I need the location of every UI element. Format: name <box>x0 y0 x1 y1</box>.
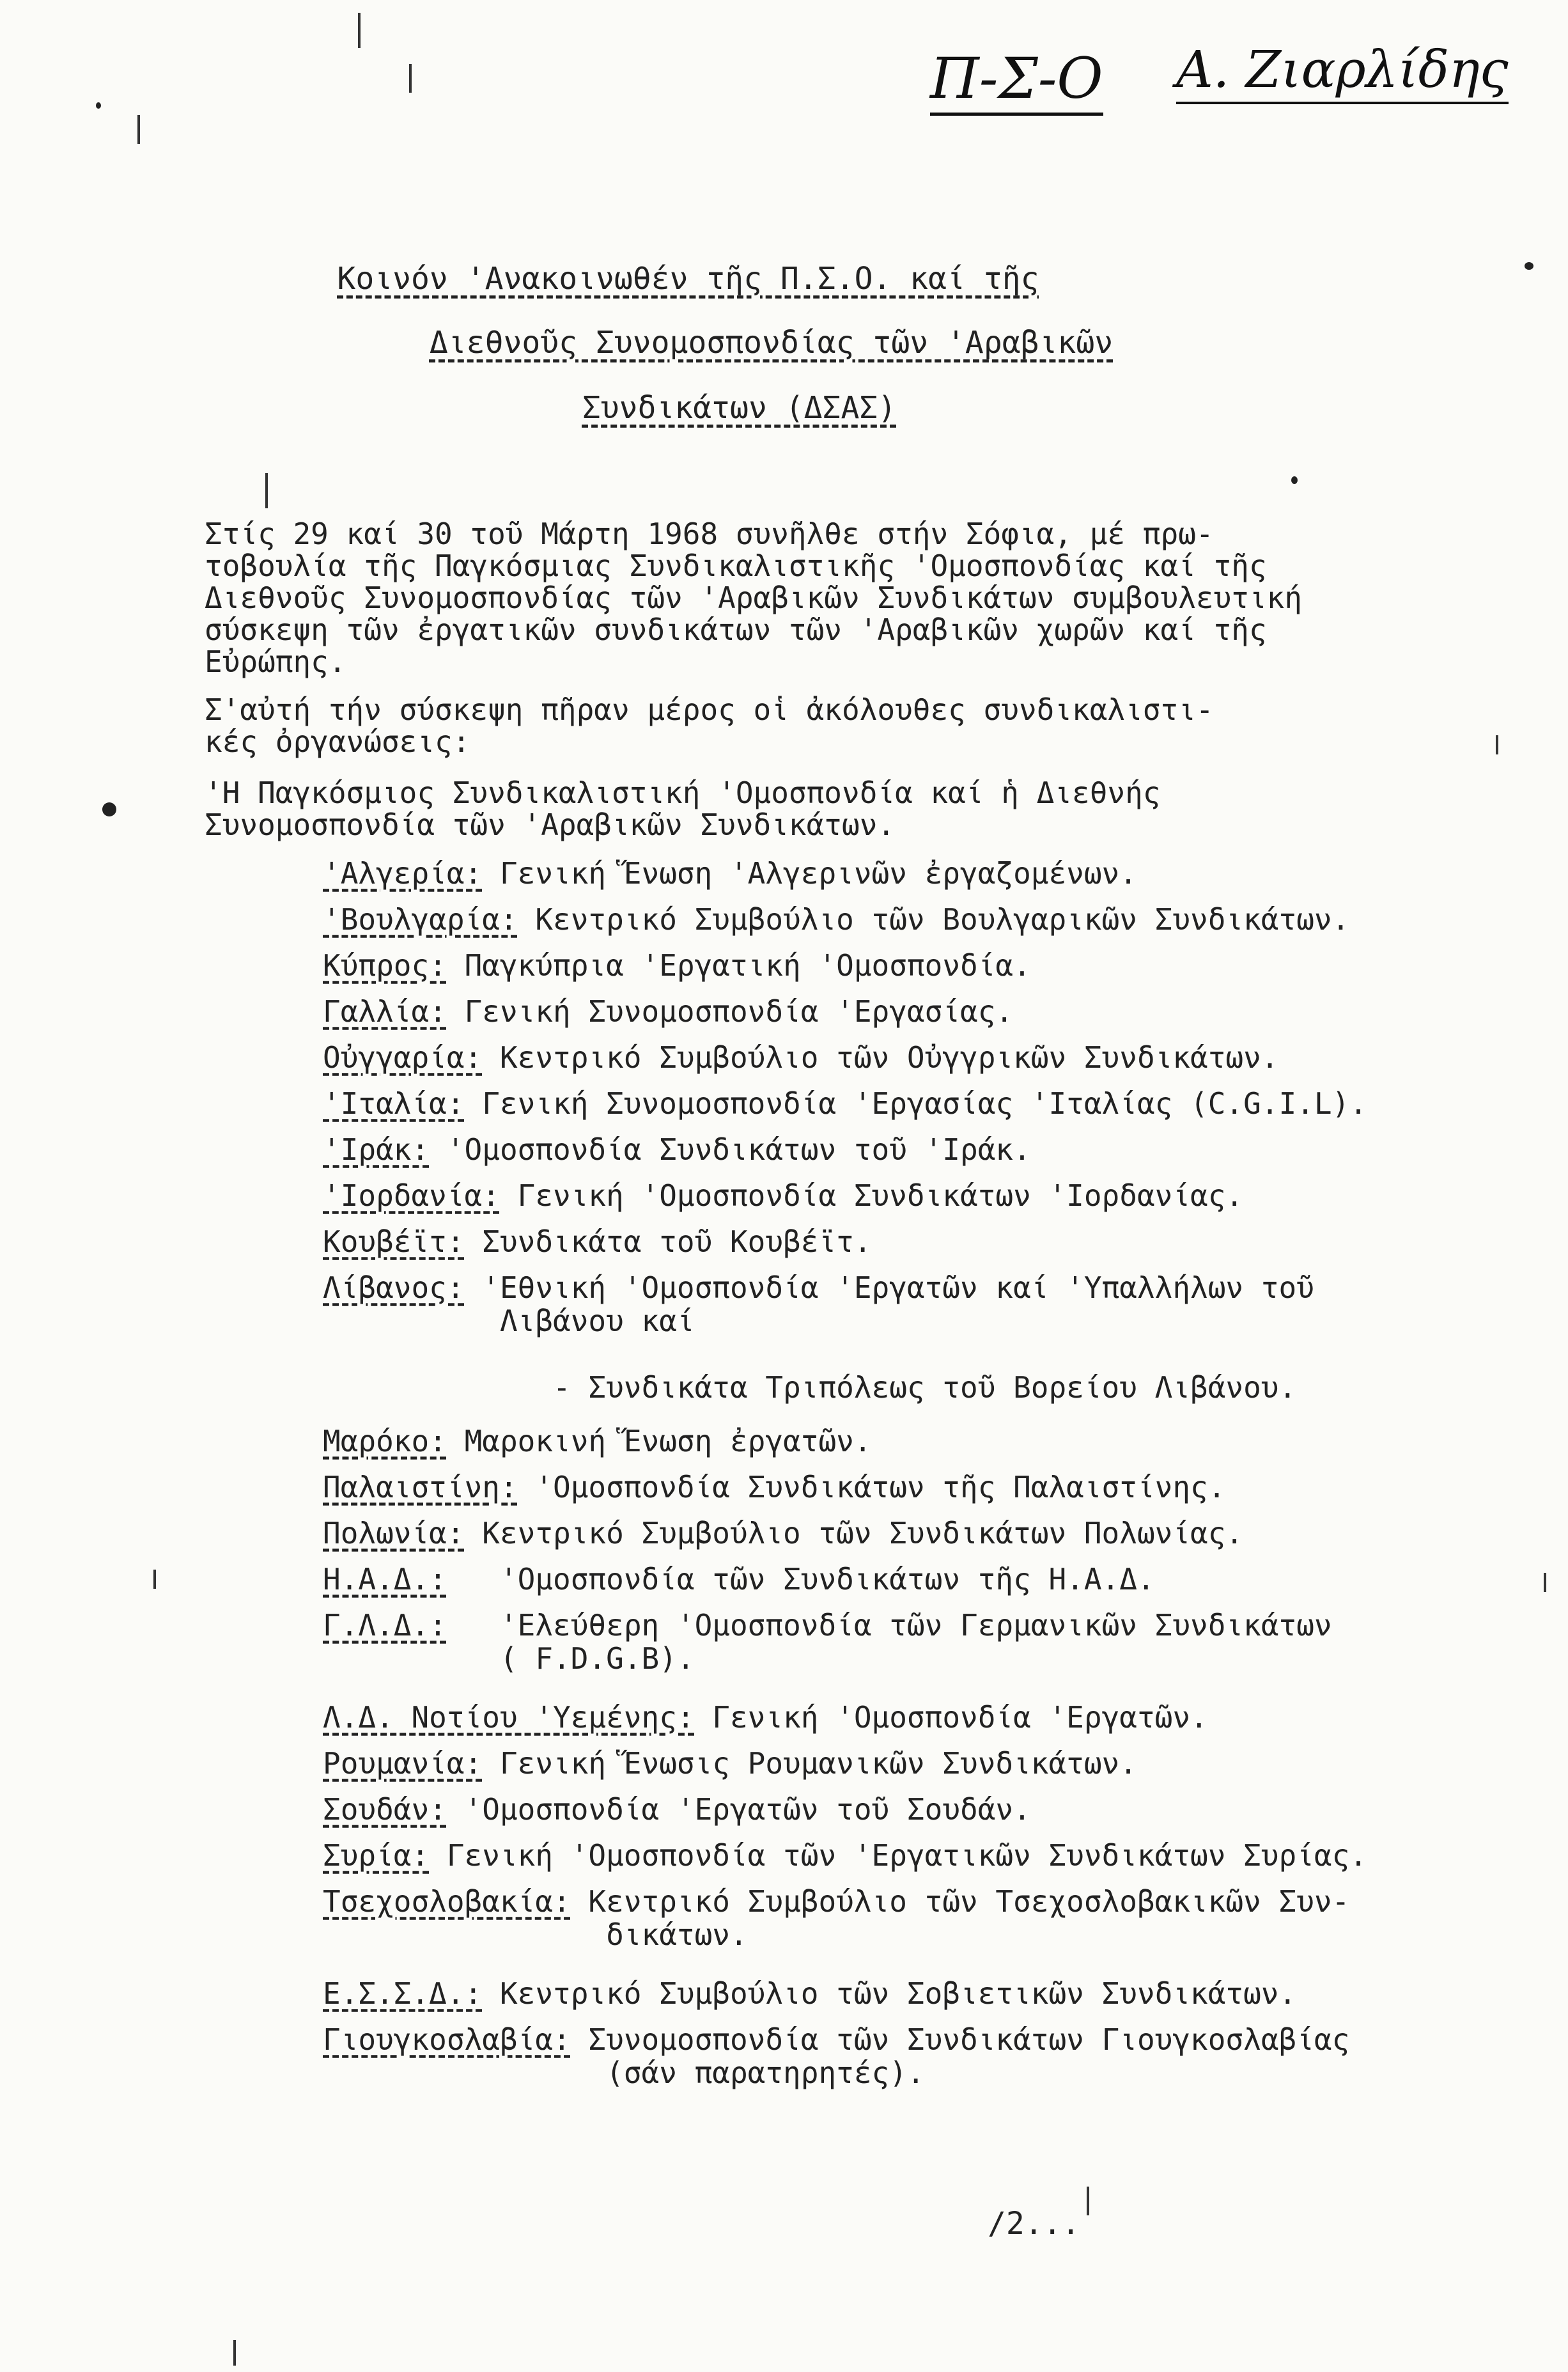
organization-entry <box>323 995 1013 1028</box>
organization-entry <box>323 1179 1243 1212</box>
organization-entry <box>323 903 1349 936</box>
scan-mark <box>137 115 140 144</box>
body-paragraph-1: Στίς 29 καί 30 τοῦ Μάρτη 1968 συνῆλθε στήν Σόφια, μέ πρω- τοβουλία τῆς Παγκόσμιας Συνδικαλιστικῆς 'Ομοσπονδίας καί τῆς Διεθνοῦς Συνομοσπονδίας τῶν 'Αραβικῶν Συνδικάτων συμβουλευτική σύσκεψη τῶν ἐργατικῶν συνδικάτων τῶν 'Αραβικῶν χωρῶν καί τῆς Εὐρώπης. <box>205 517 1303 679</box>
organization-country: Γ.Λ.Δ.: <box>323 1608 447 1642</box>
scan-speck <box>96 102 101 109</box>
title-line-1: Κοινόν 'Ανακοινωθέν τῆς Π.Σ.Ο. καί τῆς <box>337 261 1039 297</box>
organization-entry <box>323 1087 1367 1120</box>
scan-mark <box>358 13 361 48</box>
organization-country: Μαρόκο: <box>323 1424 447 1458</box>
organization-name: Γενική Συνομοσπονδία 'Εργασίας 'Ιταλίας (C.G.I.L). <box>464 1086 1367 1121</box>
organization-country: Συρία: <box>323 1838 430 1873</box>
organization-name: 'Ομοσπονδία Συνδικάτων τῆς Παλαιστίνης. <box>517 1470 1226 1504</box>
organization-entry <box>323 2023 1349 2089</box>
organization-name: Γενική 'Ομοσπονδία 'Εργατῶν. <box>694 1700 1208 1735</box>
title-line-2: Διεθνοῦς Συνομοσπονδίας τῶν 'Αραβικῶν <box>429 325 1114 361</box>
organization-entry <box>323 1701 1208 1734</box>
organization-country: 'Ιταλία: <box>323 1086 465 1121</box>
organization-entry <box>323 1885 1349 1951</box>
organization-name: 'Ομοσπονδία 'Εργατῶν τοῦ Σουδάν. <box>446 1792 1031 1827</box>
title-line-3: Συνδικάτων (ΔΣΑΣ) <box>582 390 897 426</box>
handwritten-code: Π-Σ-Ο <box>930 48 1103 116</box>
organization-entry <box>323 857 1137 890</box>
organization-country: Γαλλία: <box>323 994 447 1029</box>
organization-name: Κεντρικό Συμβούλιο τῶν Συνδικάτων Πολωνίας. <box>464 1516 1244 1550</box>
organization-name: 'Ομοσπονδία τῶν Συνδικάτων τῆς Η.Α.Δ. <box>446 1562 1155 1596</box>
organization-name: Κεντρικό Συμβούλιο τῶν Βουλγαρικῶν Συνδικάτων. <box>517 902 1350 937</box>
scan-speck <box>102 802 116 816</box>
organization-name: Συνομοσπονδία τῶν Συνδικάτων Γιουγκοσλαβίας <box>570 2022 1350 2057</box>
organization-entry <box>323 1793 1031 1826</box>
organization-country: Γιουγκοσλαβία: <box>323 2022 571 2057</box>
organization-name: Γενική Ἕνωση 'Αλγερινῶν ἐργαζομένων. <box>482 856 1137 891</box>
scan-mark <box>265 473 268 508</box>
scan-speck <box>1525 262 1533 270</box>
organization-country: 'Ιράκ: <box>323 1132 430 1167</box>
organization-name: Γενική 'Ομοσπονδία Συνδικάτων 'Ιορδανίας. <box>499 1178 1244 1213</box>
organization-entry <box>323 1271 1314 1404</box>
organization-name-continued: δικάτων. <box>323 1917 748 1952</box>
page-continuation: /2... <box>988 2206 1080 2242</box>
organization-country: Παλαιστίνη: <box>323 1470 518 1504</box>
organization-entry <box>323 949 1031 982</box>
organization-name-continued: ( F.D.G.B). <box>323 1641 695 1676</box>
organization-country: Οὐγγαρία: <box>323 1040 483 1075</box>
organization-country: Κουβέϊτ: <box>323 1224 465 1259</box>
organization-name: Γενική Συνομοσπονδία 'Εργασίας. <box>446 994 1014 1029</box>
organization-country: Σουδάν: <box>323 1792 447 1827</box>
organization-name: 'Ελεύθερη 'Ομοσπονδία τῶν Γερμανικῶν Συνδικάτων <box>446 1608 1332 1642</box>
scan-mark <box>153 1570 156 1589</box>
organization-country: 'Ιορδανία: <box>323 1178 500 1213</box>
body-paragraph-2: Σ'αὐτή τήν σύσκεψη πῆραν μέρος οἱ ἀκόλουθες συνδικαλιστι- κές ὀργανώσεις: <box>205 692 1214 759</box>
organization-country: Ρουμανία: <box>323 1746 483 1781</box>
organization-name: Παγκύπρια 'Εργατική 'Ομοσπονδία. <box>446 948 1031 983</box>
organization-entry <box>323 1041 1279 1074</box>
scan-mark <box>1496 735 1498 754</box>
organization-entry <box>323 1747 1137 1780</box>
organization-name: Γενική 'Ομοσπονδία τῶν 'Εργατικῶν Συνδικάτων Συρίας. <box>429 1838 1367 1873</box>
organization-entry <box>323 1563 1155 1596</box>
organization-country: Τσεχοσλοβακία: <box>323 1884 571 1919</box>
scan-speck <box>1291 476 1298 484</box>
organization-name: Κεντρικό Συμβούλιο τῶν Τσεχοσλοβακικῶν Συν- <box>570 1884 1350 1919</box>
organization-name-continued: (σάν παρατηρητές). <box>323 2056 925 2090</box>
organization-country: Η.Α.Δ.: <box>323 1562 447 1596</box>
organization-entry <box>323 1839 1367 1872</box>
organization-country: Πολωνία: <box>323 1516 465 1550</box>
organization-country: Λίβανος: <box>323 1270 465 1305</box>
organization-name: Κεντρικό Συμβούλιο τῶν Οὐγγρικῶν Συνδικάτων. <box>482 1040 1279 1075</box>
organization-country: Λ.Δ. Νοτίου 'Υεμένης: <box>323 1700 695 1735</box>
organization-entry <box>323 1977 1296 2010</box>
organization-name: Συνδικάτα τοῦ Κουβέϊτ. <box>464 1224 872 1259</box>
organization-entry <box>323 1225 872 1258</box>
organization-entry <box>323 1609 1332 1675</box>
organization-entry <box>323 1133 1031 1166</box>
organization-name: 'Εθνική 'Ομοσπονδία 'Εργατῶν καί 'Υπαλλήλων τοῦ <box>464 1270 1314 1305</box>
scan-mark <box>409 64 412 93</box>
scan-mark <box>1544 1573 1546 1592</box>
organization-country: 'Αλγερία: <box>323 856 483 891</box>
organization-name: Κεντρικό Συμβούλιο τῶν Σοβιετικῶν Συνδικάτων. <box>482 1976 1297 2011</box>
organization-entry <box>323 1424 872 1458</box>
organization-name-continued: Λιβάνου καί - Συνδικάτα Τριπόλεως τοῦ Βορείου Λιβάνου. <box>499 1304 1297 1405</box>
organization-country: Κύπρος: <box>323 948 447 983</box>
scan-mark <box>233 2340 236 2366</box>
organization-country: 'Βουλγαρία: <box>323 902 518 937</box>
organization-name: Μαροκινή Ἕνωση ἐργατῶν. <box>446 1424 872 1458</box>
organization-name: Γενική Ἕνωσις Ρουμανικῶν Συνδικάτων. <box>482 1746 1137 1781</box>
scan-mark <box>1087 2187 1089 2215</box>
organization-country: Ε.Σ.Σ.Δ.: <box>323 1976 483 2011</box>
organization-entry <box>323 1471 1225 1504</box>
organization-name: 'Ομοσπονδία Συνδικάτων τοῦ 'Ιράκ. <box>429 1132 1031 1167</box>
body-paragraph-3: 'Η Παγκόσμιος Συνδικαλιστική 'Ομοσπονδία καί ἡ Διεθνής Συνομοσπονδία τῶν 'Αραβικῶν Συνδικάτων. <box>205 776 1161 842</box>
handwritten-signature: Α. Ζιαρλίδης <box>1176 42 1509 104</box>
organization-entry <box>323 1517 1243 1550</box>
